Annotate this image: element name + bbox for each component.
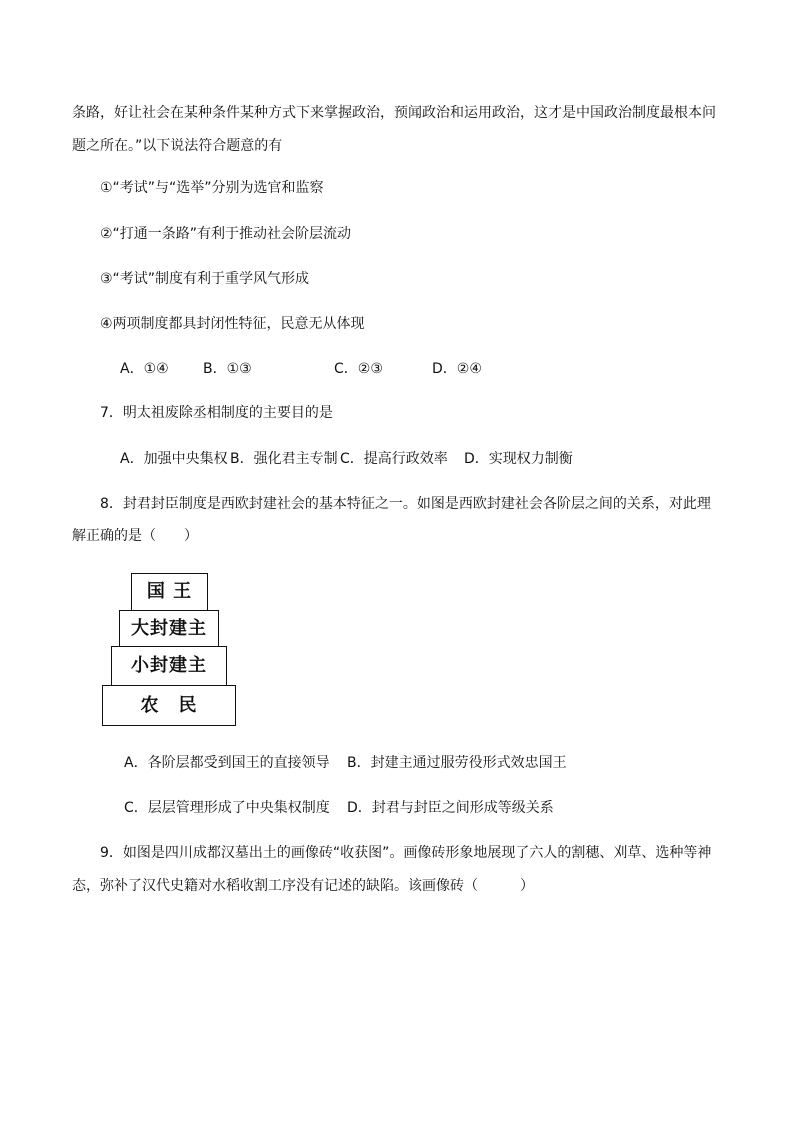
q6-item-2: ②“打通一条路”有利于推动社会阶层流动 [100, 226, 352, 242]
pyramid-level-king: 国 王 [131, 573, 208, 611]
q9-stem-line1: 9．如图是四川成都汉墓出土的画像砖“收获图”。画像砖形象地展现了六人的割穗、刈草、选种等神 [100, 845, 712, 861]
q7-choice-c: C．提高行政效率 [340, 451, 448, 467]
q8-choice-d: D．封君与封臣之间形成等级关系 [347, 800, 554, 816]
q8-stem-line1: 8．封君封臣制度是西欧封建社会的基本特征之一。如图是西欧封建社会各阶层之间的关系，对此理 [100, 496, 711, 512]
q8-choice-b: B．封建主通过服劳役形式效忠国王 [347, 755, 567, 771]
q7-choice-d: D．实现权力制衡 [464, 451, 573, 467]
q6-choice-d: D．②④ [432, 361, 482, 377]
q7-stem: 7．明太祖废除丞相制度的主要目的是 [100, 405, 333, 421]
q8-stem-line2: 解正确的是（ ） [72, 528, 198, 544]
pyramid-level-peasants: 农 民 [102, 685, 236, 726]
q6-choice-c: C．②③ [334, 361, 383, 377]
q6-choice-a: A．①④ [120, 361, 169, 377]
pyramid-level-minor-lords: 小封建主 [111, 646, 227, 686]
q8-choice-a: A．各阶层都受到国王的直接领导 [124, 755, 330, 771]
q8-choice-c: C．层层管理形成了中央集权制度 [124, 800, 330, 816]
q6-item-4: ④两项制度都具封闭性特征，民意无从体现 [100, 316, 365, 332]
q7-choice-a: A．加强中央集权 [120, 451, 228, 467]
q7-choice-b: B．强化君主专制 [230, 451, 338, 467]
pyramid-level-great-lords: 大封建主 [119, 610, 219, 648]
q6-stem-line1: 条路，好让社会在某种条件某种方式下来掌握政治，预闻政治和运用政治，这才是中国政治制度最根本问 [72, 105, 716, 121]
q9-stem-line2: 态，弥补了汉代史籍对水稻收割工序没有记述的缺陷。该画像砖（ ） [72, 878, 534, 894]
q6-choice-b: B．①③ [203, 361, 252, 377]
q6-stem-line2: 题之所在。”以下说法符合题意的有 [72, 138, 283, 154]
q6-item-3: ③“考试”制度有利于重学风气形成 [100, 271, 310, 287]
q6-item-1: ①“考试”与“选举”分别为选官和监察 [100, 180, 324, 196]
